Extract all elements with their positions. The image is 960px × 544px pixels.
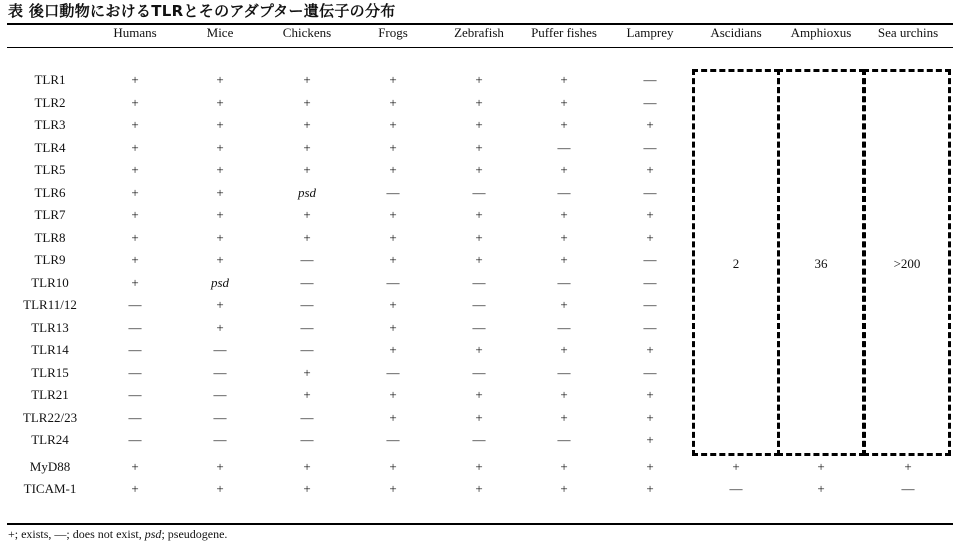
table-cell: — bbox=[128, 432, 142, 447]
table-cell: + bbox=[475, 162, 483, 177]
table-cell: + bbox=[646, 229, 654, 245]
table-cell: + bbox=[389, 229, 397, 245]
table-cell: — bbox=[213, 432, 227, 447]
column-header: Mice bbox=[206, 25, 234, 40]
table-cell: + bbox=[216, 319, 224, 335]
table-cell: + bbox=[131, 252, 139, 267]
table-cell: — bbox=[643, 274, 657, 290]
table-cell: + bbox=[389, 94, 397, 110]
amphioxus-tlr-count-box bbox=[777, 69, 865, 456]
table-cell: + bbox=[216, 229, 224, 245]
table-cell: + bbox=[131, 72, 139, 87]
table-cell: — bbox=[557, 319, 571, 335]
table-cell: — bbox=[213, 342, 227, 357]
table-cell: + bbox=[560, 409, 568, 425]
table-cell: + bbox=[389, 342, 397, 357]
row-label: TLR7 bbox=[34, 207, 66, 222]
table-cell: + bbox=[475, 207, 483, 222]
table-cell: + bbox=[475, 409, 483, 425]
column-header: Zebrafish bbox=[454, 25, 504, 40]
table-cell: + bbox=[216, 162, 224, 177]
column-header: Amphioxus bbox=[790, 25, 852, 40]
column-header: Chickens bbox=[282, 25, 332, 40]
table-cell: — bbox=[213, 387, 227, 402]
table-cell: + bbox=[646, 387, 654, 402]
table-cell: + bbox=[560, 94, 568, 110]
amphioxus-tlr-count: 36 bbox=[814, 256, 828, 271]
table-cell: + bbox=[646, 207, 654, 222]
table-cell: + bbox=[475, 94, 483, 110]
table-cell: + bbox=[303, 459, 311, 474]
table-cell: + bbox=[646, 162, 654, 177]
table-cell: — bbox=[472, 297, 486, 312]
table-cell: — bbox=[386, 364, 400, 380]
table-cell: + bbox=[389, 252, 397, 267]
table-cell: + bbox=[560, 72, 568, 87]
row-label: TLR24 bbox=[31, 432, 69, 447]
table-cell: + bbox=[303, 481, 311, 496]
table-cell: + bbox=[475, 387, 483, 402]
table-cell: — bbox=[643, 252, 657, 267]
table-cell: — bbox=[300, 432, 314, 447]
table-cell: — bbox=[300, 274, 314, 290]
row-label: TLR10 bbox=[31, 274, 69, 290]
ascidians-tlr-count: 2 bbox=[732, 256, 740, 271]
table-cell: — bbox=[386, 184, 400, 200]
table-cell: + bbox=[904, 459, 912, 474]
table-cell: + bbox=[131, 117, 139, 132]
row-label: TLR15 bbox=[31, 364, 69, 380]
table-cell: — bbox=[472, 184, 486, 200]
table-cell: — bbox=[557, 432, 571, 447]
table-cell: — bbox=[128, 364, 142, 380]
table-cell: + bbox=[560, 481, 568, 496]
table-cell: + bbox=[131, 459, 139, 474]
table-cell: + bbox=[216, 252, 224, 267]
table-cell: — bbox=[557, 274, 571, 290]
table-cell: — bbox=[557, 364, 571, 380]
table-cell: + bbox=[389, 409, 397, 425]
table-cell: + bbox=[646, 117, 654, 132]
row-label: TLR22/23 bbox=[22, 409, 78, 425]
column-header: Humans bbox=[113, 25, 157, 40]
table-cell: + bbox=[303, 207, 311, 222]
table-cell: — bbox=[300, 297, 314, 312]
table-cell: + bbox=[817, 481, 825, 496]
footnote: +; exists, —; does not exist, psd; pseudogene. bbox=[8, 527, 228, 541]
table-cell: + bbox=[560, 387, 568, 402]
table-cell: + bbox=[560, 342, 568, 357]
table-cell: + bbox=[646, 342, 654, 357]
column-header: Frogs bbox=[378, 25, 408, 40]
table-cell: + bbox=[389, 72, 397, 87]
table-cell: + bbox=[475, 342, 483, 357]
table-cell: + bbox=[475, 459, 483, 474]
table-title: 表 後口動物におけるTLRとそのアダプター遺伝子の分布 bbox=[8, 2, 396, 20]
row-label: TLR1 bbox=[34, 72, 66, 87]
table-cell: — bbox=[128, 409, 142, 425]
table-cell: + bbox=[389, 481, 397, 496]
table-cell: + bbox=[303, 387, 311, 402]
table-cell: — bbox=[386, 432, 400, 447]
table-cell: + bbox=[303, 364, 311, 380]
header-rule bbox=[7, 47, 953, 48]
table-cell: — bbox=[472, 274, 486, 290]
row-label: TLR8 bbox=[34, 229, 66, 245]
table-cell: — bbox=[300, 252, 314, 267]
row-label: TICAM-1 bbox=[23, 481, 77, 496]
table-cell: + bbox=[131, 162, 139, 177]
table-cell: + bbox=[131, 94, 139, 110]
sea-urchins-tlr-count-box bbox=[863, 69, 951, 456]
row-label: TLR2 bbox=[34, 94, 66, 110]
row-label: TLR11/12 bbox=[23, 297, 77, 312]
table-cell: — bbox=[386, 274, 400, 290]
table-cell: + bbox=[303, 94, 311, 110]
row-label: TLR5 bbox=[34, 162, 66, 177]
table-cell: + bbox=[216, 207, 224, 222]
bottom-rule bbox=[7, 523, 953, 525]
table-cell: + bbox=[216, 184, 224, 200]
table-cell: — bbox=[901, 481, 915, 496]
table-cell: + bbox=[216, 72, 224, 87]
table-cell: + bbox=[303, 117, 311, 132]
table-cell: + bbox=[646, 409, 654, 425]
table-cell: + bbox=[216, 139, 224, 155]
column-header: Ascidians bbox=[710, 25, 762, 40]
ascidians-tlr-count-box bbox=[692, 69, 780, 456]
row-label: MyD88 bbox=[29, 459, 71, 474]
table-cell: + bbox=[131, 481, 139, 496]
table-cell: — bbox=[213, 364, 227, 380]
table-cell: + bbox=[216, 94, 224, 110]
table-cell: + bbox=[131, 274, 139, 290]
table-cell: + bbox=[131, 229, 139, 245]
table-cell: + bbox=[131, 207, 139, 222]
table-cell: + bbox=[646, 481, 654, 496]
table-cell: + bbox=[303, 229, 311, 245]
table-cell: + bbox=[646, 432, 654, 447]
table-cell: + bbox=[216, 297, 224, 312]
table-cell: — bbox=[643, 364, 657, 380]
table-cell: — bbox=[643, 297, 657, 312]
table-cell: — bbox=[472, 319, 486, 335]
table-cell: — bbox=[128, 387, 142, 402]
table-cell: psd bbox=[297, 184, 317, 200]
table-cell: + bbox=[475, 117, 483, 132]
table-cell: + bbox=[216, 481, 224, 496]
table-cell: + bbox=[817, 459, 825, 474]
row-label: TLR14 bbox=[31, 342, 69, 357]
table-cell: + bbox=[475, 229, 483, 245]
table-cell: + bbox=[475, 481, 483, 496]
table-cell: psd bbox=[210, 274, 230, 290]
table-cell: + bbox=[560, 252, 568, 267]
row-label: TLR13 bbox=[31, 319, 69, 335]
table-cell: + bbox=[303, 162, 311, 177]
table-cell: — bbox=[213, 409, 227, 425]
row-label: TLR4 bbox=[34, 139, 66, 155]
table-cell: — bbox=[128, 319, 142, 335]
table-cell: + bbox=[560, 162, 568, 177]
table-cell: — bbox=[300, 409, 314, 425]
table-cell: + bbox=[389, 297, 397, 312]
table-cell: — bbox=[643, 184, 657, 200]
table-cell: + bbox=[475, 139, 483, 155]
table-cell: + bbox=[389, 139, 397, 155]
table-cell: + bbox=[560, 297, 568, 312]
table-cell: + bbox=[475, 72, 483, 87]
table-cell: — bbox=[729, 481, 743, 496]
table-cell: — bbox=[643, 319, 657, 335]
column-header: Puffer fishes bbox=[531, 25, 597, 40]
table-cell: + bbox=[732, 459, 740, 474]
table-cell: — bbox=[557, 139, 571, 155]
table-cell: — bbox=[472, 364, 486, 380]
table-cell: + bbox=[560, 229, 568, 245]
row-label: TLR3 bbox=[34, 117, 66, 132]
table-cell: + bbox=[646, 459, 654, 474]
row-label: TLR21 bbox=[31, 387, 69, 402]
table-cell: + bbox=[560, 207, 568, 222]
table-cell: + bbox=[389, 207, 397, 222]
table-cell: + bbox=[131, 184, 139, 200]
table-cell: — bbox=[643, 139, 657, 155]
row-label: TLR6 bbox=[34, 184, 66, 200]
table-cell: + bbox=[216, 117, 224, 132]
table-cell: — bbox=[557, 184, 571, 200]
table-cell: + bbox=[389, 387, 397, 402]
table-cell: + bbox=[303, 139, 311, 155]
table-cell: — bbox=[300, 342, 314, 357]
table-cell: + bbox=[560, 459, 568, 474]
table-cell: — bbox=[472, 432, 486, 447]
table-cell: + bbox=[303, 72, 311, 87]
table-cell: + bbox=[560, 117, 568, 132]
table-cell: + bbox=[216, 459, 224, 474]
column-header: Lamprey bbox=[626, 25, 674, 40]
table-cell: + bbox=[389, 162, 397, 177]
table-cell: — bbox=[300, 319, 314, 335]
table-cell: — bbox=[128, 297, 142, 312]
table-cell: — bbox=[643, 72, 657, 87]
column-header: Sea urchins bbox=[877, 25, 939, 40]
table-cell: + bbox=[475, 252, 483, 267]
table-cell: + bbox=[389, 117, 397, 132]
table-cell: + bbox=[131, 139, 139, 155]
row-label: TLR9 bbox=[34, 252, 66, 267]
table-cell: + bbox=[389, 459, 397, 474]
sea-urchins-tlr-count: >200 bbox=[893, 256, 921, 271]
table-cell: + bbox=[389, 319, 397, 335]
table-cell: — bbox=[128, 342, 142, 357]
table-cell: — bbox=[643, 94, 657, 110]
